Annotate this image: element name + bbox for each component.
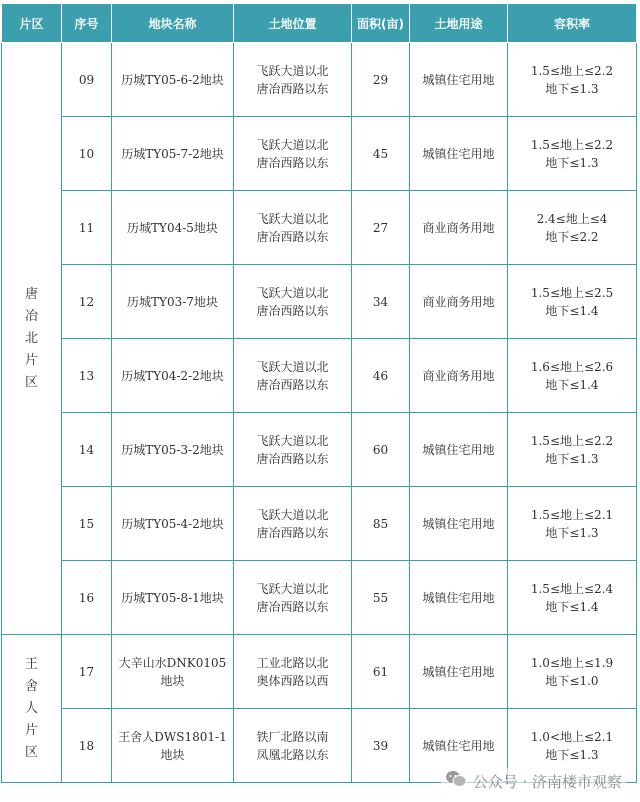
location-cell	[234, 191, 352, 265]
plot-ratio-cell-line: 1.5≤地上≤2.2	[530, 433, 614, 448]
plot-ratio-cell-line: 1.0<地上≤2.1	[530, 729, 614, 744]
parcel-name-cell-line: 历城TY05-3-2地块	[121, 442, 224, 457]
location-cell	[234, 487, 352, 561]
parcel-name-cell-line: 历城TY05-8-1地块	[121, 590, 224, 605]
plot-ratio-cell-line: 地下≤1.3	[545, 451, 599, 466]
location-cell-line: 唐冶西路以东	[256, 377, 329, 392]
table-row	[2, 635, 637, 709]
parcel-name-cell-line: 历城TY03-7地块	[127, 294, 218, 309]
parcel-name-cell-line: 历城TY05-4-2地块	[121, 516, 224, 531]
location-cell-line: 凤凰北路以东	[256, 747, 329, 762]
plot-ratio-cell-line: 1.5≤地上≤2.5	[530, 285, 614, 300]
serial-no-cell: 13	[62, 339, 112, 413]
area-cell: 85	[352, 487, 410, 561]
plot-ratio-cell-line: 1.5≤地上≤2.2	[530, 63, 614, 78]
serial-no-cell: 18	[62, 709, 112, 783]
serial-no-cell: 15	[62, 487, 112, 561]
parcel-name-cell-line: 地块	[160, 747, 185, 762]
parcel-name-cell	[112, 487, 234, 561]
watermark-text: 公众号 · 济南楼市观察	[472, 772, 622, 791]
plot-ratio-cell-line: 地下≤1.4	[545, 599, 599, 614]
plot-ratio-cell	[508, 265, 637, 339]
plot-ratio-cell	[508, 191, 637, 265]
parcel-name-cell	[112, 339, 234, 413]
serial-no-cell: 12	[62, 265, 112, 339]
land-use-cell: 商业商务用地	[410, 339, 508, 413]
land-parcel-table	[1, 3, 637, 783]
location-cell-line: 飞跃大道以北	[256, 433, 329, 448]
location-cell	[234, 635, 352, 709]
plot-ratio-cell	[508, 487, 637, 561]
location-cell-line: 唐冶西路以东	[256, 81, 329, 96]
table-body	[2, 43, 637, 783]
land-use-cell: 城镇住宅用地	[410, 43, 508, 117]
area-cell: 46	[352, 339, 410, 413]
land-use-cell: 城镇住宅用地	[410, 561, 508, 635]
location-cell	[234, 561, 352, 635]
land-use-cell: 城镇住宅用地	[410, 413, 508, 487]
parcel-name-cell	[112, 117, 234, 191]
district-cell	[2, 43, 62, 635]
header-land-use: 土地用途	[410, 4, 508, 43]
header-parcel-name: 地块名称	[112, 4, 234, 43]
area-cell: 39	[352, 709, 410, 783]
parcel-name-cell-line: 大辛山水DNK0105	[118, 655, 227, 670]
parcel-name-cell-line: 地块	[160, 673, 185, 688]
plot-ratio-cell-line: 1.5≤地上≤2.4	[530, 581, 614, 596]
wechat-icon	[445, 770, 467, 792]
parcel-name-cell-line: 历城TY05-6-2地块	[121, 72, 224, 87]
parcel-name-cell-line: 历城TY04-2-2地块	[121, 368, 224, 383]
plot-ratio-cell-line: 1.5≤地上≤2.2	[530, 137, 614, 152]
serial-no-cell: 16	[62, 561, 112, 635]
serial-no-cell: 11	[62, 191, 112, 265]
plot-ratio-cell-line: 1.0≤地上≤1.9	[530, 655, 614, 670]
location-cell-line: 飞跃大道以北	[256, 285, 329, 300]
header-location: 土地位置	[234, 4, 352, 43]
location-cell-line: 飞跃大道以北	[256, 211, 329, 226]
serial-no-cell: 09	[62, 43, 112, 117]
location-cell-line: 唐冶西路以东	[256, 155, 329, 170]
table-row	[2, 339, 637, 413]
plot-ratio-cell	[508, 413, 637, 487]
table-header-row	[2, 4, 637, 43]
plot-ratio-cell	[508, 117, 637, 191]
location-cell-line: 铁厂北路以南	[256, 729, 329, 744]
header-serial-no: 序号	[62, 4, 112, 43]
plot-ratio-cell-line: 地下≤1.4	[545, 303, 599, 318]
location-cell-line: 唐冶西路以东	[256, 303, 329, 318]
plot-ratio-cell-line: 2.4≤地上≤4	[536, 211, 608, 226]
parcel-name-cell	[112, 413, 234, 487]
parcel-name-cell	[112, 635, 234, 709]
parcel-name-cell	[112, 265, 234, 339]
area-cell: 55	[352, 561, 410, 635]
location-cell	[234, 339, 352, 413]
location-cell-line: 飞跃大道以北	[256, 507, 329, 522]
plot-ratio-cell-line: 地下≤1.3	[545, 155, 599, 170]
district-label: 王舍人片区	[24, 656, 38, 760]
plot-ratio-cell-line: 地下≤1.4	[545, 377, 599, 392]
district-cell	[2, 635, 62, 783]
table-row	[2, 117, 637, 191]
parcel-name-cell	[112, 561, 234, 635]
location-cell-line: 唐冶西路以东	[256, 229, 329, 244]
location-cell-line: 唐冶西路以东	[256, 599, 329, 614]
header-plot-ratio: 容积率	[508, 4, 637, 43]
plot-ratio-cell-line: 地下≤1.3	[545, 525, 599, 540]
land-use-cell: 商业商务用地	[410, 265, 508, 339]
location-cell-line: 飞跃大道以北	[256, 137, 329, 152]
table-row	[2, 413, 637, 487]
location-cell	[234, 265, 352, 339]
location-cell-line: 飞跃大道以北	[256, 359, 329, 374]
parcel-name-cell-line: 历城TY05-7-2地块	[121, 146, 224, 161]
land-use-cell: 城镇住宅用地	[410, 709, 508, 783]
plot-ratio-cell	[508, 43, 637, 117]
plot-ratio-cell-line: 地下≤2.2	[545, 229, 599, 244]
area-cell: 34	[352, 265, 410, 339]
table-row	[2, 487, 637, 561]
area-cell: 27	[352, 191, 410, 265]
plot-ratio-cell	[508, 339, 637, 413]
location-cell	[234, 117, 352, 191]
land-use-cell: 城镇住宅用地	[410, 635, 508, 709]
area-cell: 29	[352, 43, 410, 117]
location-cell-line: 飞跃大道以北	[256, 581, 329, 596]
plot-ratio-cell-line: 1.5≤地上≤2.1	[530, 507, 614, 522]
serial-no-cell: 17	[62, 635, 112, 709]
plot-ratio-cell-line: 地下≤1.0	[545, 673, 599, 688]
location-cell-line: 唐冶西路以东	[256, 451, 329, 466]
area-cell: 61	[352, 635, 410, 709]
table-row	[2, 265, 637, 339]
parcel-name-cell	[112, 43, 234, 117]
land-use-cell: 城镇住宅用地	[410, 487, 508, 561]
plot-ratio-cell-line: 1.6≤地上≤2.6	[530, 359, 614, 374]
plot-ratio-cell-line: 地下≤1.3	[545, 747, 599, 762]
serial-no-cell: 14	[62, 413, 112, 487]
plot-ratio-cell-line: 地下≤1.3	[545, 81, 599, 96]
area-cell: 60	[352, 413, 410, 487]
location-cell	[234, 413, 352, 487]
header-district: 片区	[2, 4, 62, 43]
location-cell-line: 唐冶西路以东	[256, 525, 329, 540]
plot-ratio-cell	[508, 635, 637, 709]
location-cell-line: 奥体西路以西	[256, 673, 329, 688]
land-use-cell: 商业商务用地	[410, 191, 508, 265]
table-row	[2, 191, 637, 265]
district-label: 唐冶北片区	[24, 286, 38, 390]
location-cell	[234, 43, 352, 117]
parcel-name-cell-line: 历城TY04-5地块	[127, 220, 218, 235]
location-cell-line: 飞跃大道以北	[256, 63, 329, 78]
location-cell	[234, 709, 352, 783]
watermark	[441, 768, 626, 794]
area-cell: 45	[352, 117, 410, 191]
location-cell-line: 工业北路以北	[256, 655, 329, 670]
table-row	[2, 561, 637, 635]
plot-ratio-cell	[508, 561, 637, 635]
header-area: 面积(亩)	[352, 4, 410, 43]
table-row	[2, 43, 637, 117]
parcel-name-cell	[112, 709, 234, 783]
serial-no-cell: 10	[62, 117, 112, 191]
parcel-name-cell-line: 王舍人DWS1801-1	[118, 729, 227, 744]
land-use-cell: 城镇住宅用地	[410, 117, 508, 191]
parcel-name-cell	[112, 191, 234, 265]
